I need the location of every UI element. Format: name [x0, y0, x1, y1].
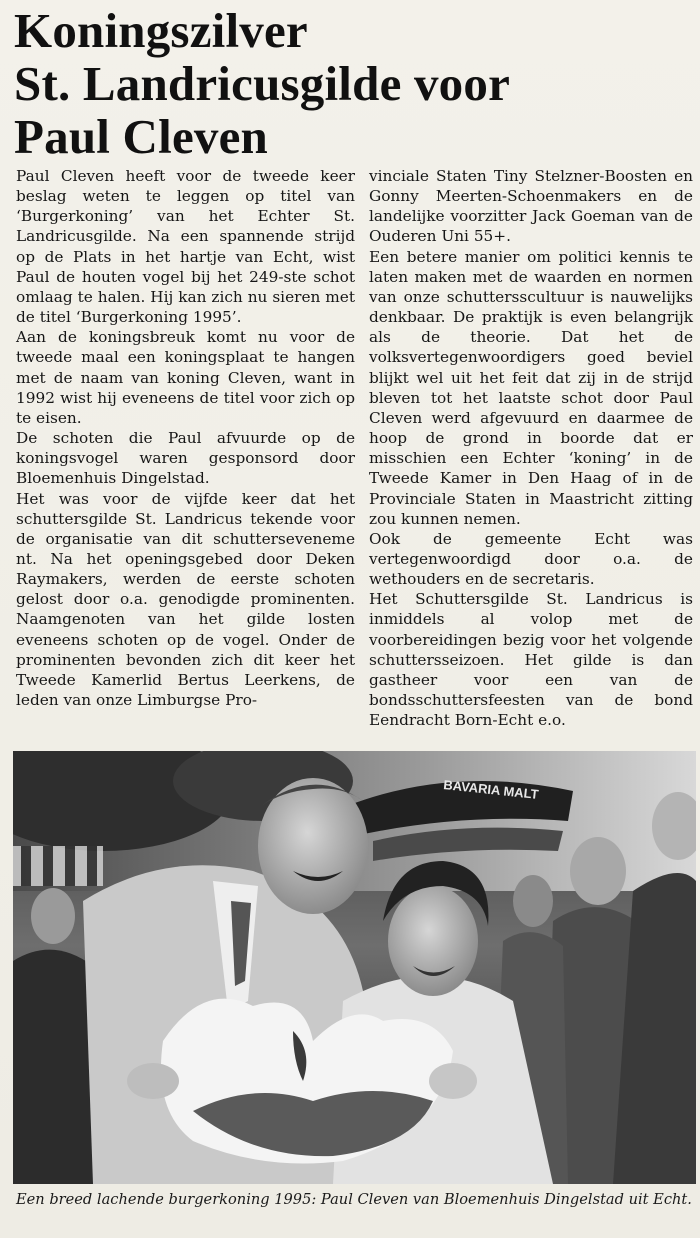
headline: [14, 4, 694, 163]
man-face: [258, 778, 368, 914]
photo-illustration: [13, 751, 696, 1184]
paragraph: Het was voor de vijfde keer dat het schuttersgilde St. Landricus tekende voor de organisatie van dit schutterseveneme nt. Na het openingsgebed door Deken Raymakers, werden de eerste schoten gelost door o.a. genodigde prominenten. Naamgenoten van het gilde losten eveneens schoten op de vogel. Onder de prominenten bevonden zich dit keer het Tweede Kamerlid Bertus Leerkens, de leden van onze Limburgse Pro-: [16, 489, 355, 710]
paragraph: Ook de gemeente Echt was vertegenwoordigd door o.a. de wethouders en de secretaris.: [369, 529, 693, 589]
paragraph: Het Schuttersgilde St. Landricus is inmiddels al volop met de voorbereidingen bezig voor het volgende schuttersseizoen. Het gilde is dan gastheer voor een van de bondsschuttersfeesten van de bond Eendracht Born-Echt e.o.: [369, 590, 693, 730]
paragraph: Een betere manier om politici kennis te laten maken met de waarden en normen van onze schuttersscultuur is nauwelijks denkbaar. De praktijk is even belangrijk als de theorie. Dat het de volksvertegenwoordigers goed beviel blijkt wel uit het feit dat zij in de strijd bleven tot het laatste schot door Paul Cleven werd afgevuurd en daarmee de hoop de grond in boorde dat er misschien een Echter ‘koning’ in de Tweede Kamer in Den Haag of in de Provinciale Staten in Maastricht zitting zou kunnen nemen.: [369, 247, 693, 528]
headline-line-1: Koningszilver: [14, 3, 308, 58]
paragraph: Paul Cleven heeft voor de tweede keer beslag weten te leggen op titel van ‘Burgerkoning’ van het Echter St. Landricusgilde. Na een spannende strijd op de Plats in het hartje van Echt, wist Paul de houten vogel bij het 249-ste schot omlaag te halen. Hij kan zich nu sieren met de titel ‘Burgerkoning 1995’.: [16, 167, 355, 327]
paragraph: De schoten die Paul afvuurde op de koningsvogel waren gesponsord door Bloemenhuis Dingelstad.: [16, 429, 355, 488]
article-column-right: [369, 166, 693, 730]
paragraph: vinciale Staten Tiny Stelzner-Boosten en Gonny Meerten-Schoenmakers en de landelijke voorzitter Jack Goeman van de Ouderen Uni 55+.: [369, 167, 693, 246]
headline-line-2: St. Landricusgilde voor: [14, 56, 511, 111]
article-column-left: [16, 166, 355, 710]
paragraph: Aan de koningsbreuk komt nu voor de tweede maal een koningsplaat te hangen met de naam van koning Cleven, want in 1992 wist hij eveneens de titel voor zich op te eisen.: [16, 328, 355, 427]
news-photo: [13, 751, 696, 1184]
headline-line-3: Paul Cleven: [14, 109, 268, 164]
woman-face: [388, 886, 478, 996]
photo-caption: Een breed lachende burgerkoning 1995: Paul Cleven van Bloemenhuis Dingelstad uit Echt.: [16, 1191, 692, 1208]
umbrella-text: BAVARIA MALT: [442, 777, 540, 802]
